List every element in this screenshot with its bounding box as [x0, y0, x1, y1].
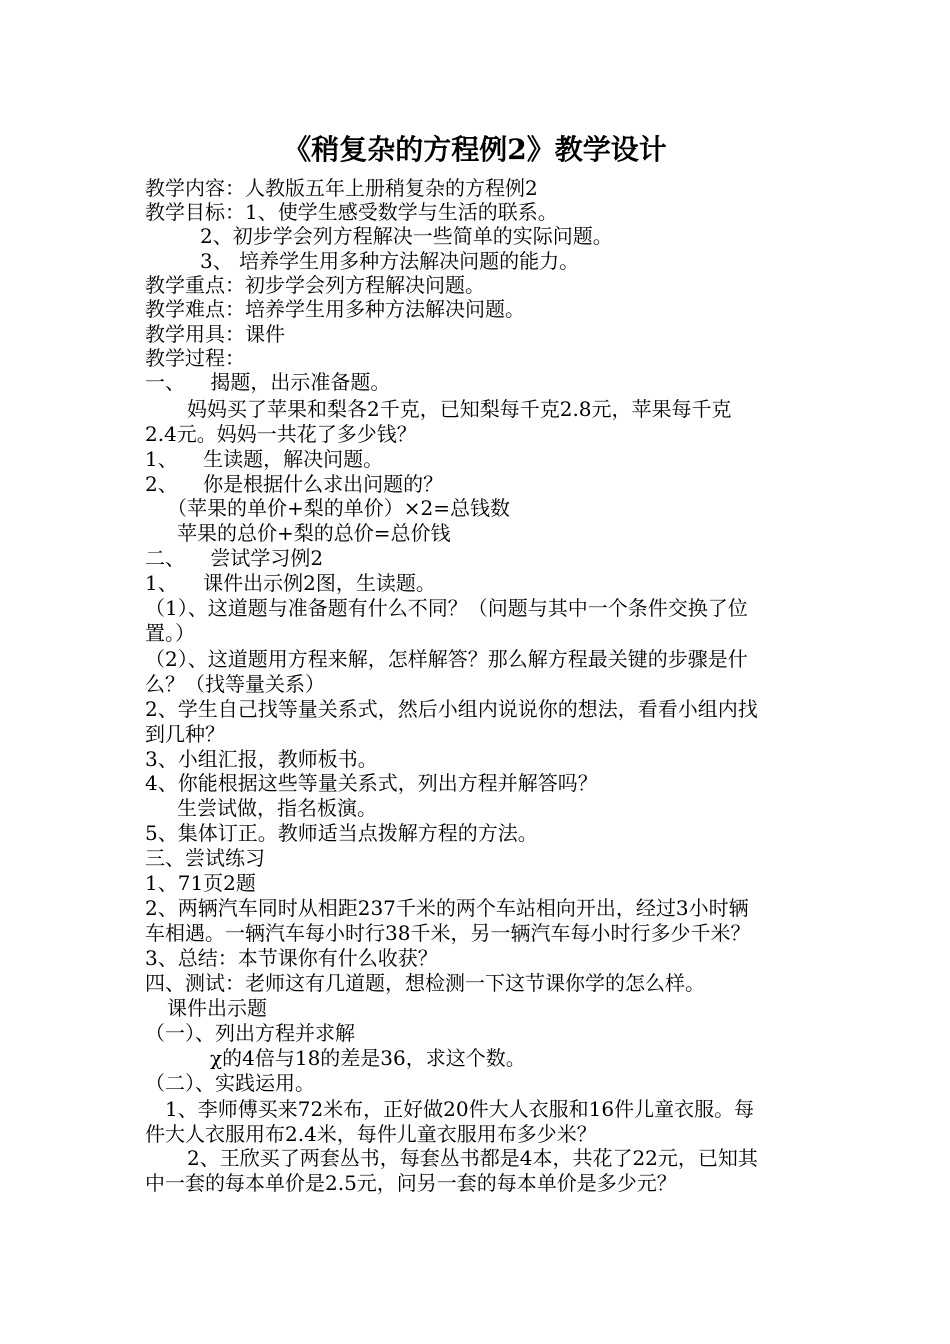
text-line: 教学难点：培养学生用多种方法解决问题。	[145, 297, 525, 321]
text-line: 置。）	[145, 621, 195, 645]
text-line: （一）、列出方程并求解	[145, 1021, 355, 1045]
text-line: 3、小组汇报，教师板书。	[145, 747, 378, 771]
text-line: 一、 揭题，出示准备题。	[145, 370, 391, 394]
text-line: 3、 培养学生用多种方法解决问题的能力。	[200, 249, 580, 273]
text-line: 2、 你是根据什么求出问题的？	[145, 472, 444, 496]
text-line: 妈妈买了苹果和梨各2千克，已知梨每千克2.8元，苹果每千克	[187, 397, 732, 421]
text-line: 2、两辆汽车同时从相距237千米的两个车站相向开出，经过3小时辆	[145, 896, 749, 920]
text-line: 到几种？	[145, 722, 225, 746]
text-line: 三、尝试练习	[145, 846, 265, 870]
text-line: 课件出示题	[167, 996, 267, 1020]
text-line: 教学目标：1、使学生感受数学与生活的联系。	[145, 200, 558, 224]
text-line: （1）、这道题与准备题有什么不同？（问题与其中一个条件交换了位	[145, 596, 748, 620]
text-line: 教学内容：人教版五年上册稍复杂的方程例2	[145, 176, 538, 200]
text-line: 教学过程：	[145, 346, 245, 370]
text-line: 1、 课件出示例2图，生读题。	[145, 571, 436, 595]
text-line: 4、你能根据这些等量关系式，列出方程并解答吗？	[145, 771, 598, 795]
text-line: 3、总结：本节课你有什么收获？	[145, 946, 438, 970]
text-line: 教学重点：初步学会列方程解决问题。	[145, 273, 485, 297]
text-line: 苹果的总价+梨的总价=总价钱	[177, 521, 451, 545]
text-line: 2、学生自己找等量关系式，然后小组内说说你的想法，看看小组内找	[145, 697, 758, 721]
text-line: 中一套的每本单价是2.5元，问另一套的每本单价是多少元？	[145, 1171, 677, 1195]
text-line: 么？（找等量关系）	[145, 672, 325, 696]
text-line: 四、测试：老师这有几道题，想检测一下这节课你学的怎么样。	[145, 971, 705, 995]
text-line: 1、 生读题，解决问题。	[145, 447, 384, 471]
text-line: 生尝试做，指名板演。	[177, 796, 377, 820]
text-line: （2）、这道题用方程来解，怎样解答？那么解方程最关键的步骤是什	[145, 647, 748, 671]
text-line: χ的4倍与18的差是36，求这个数。	[210, 1046, 526, 1070]
text-line: （苹果的单价+梨的单价）×2=总钱数	[167, 496, 510, 520]
document-title: 《稍复杂的方程例2》教学设计	[283, 133, 667, 166]
text-line: 车相遇。一辆汽车每小时行38千米，另一辆汽车每小时行多少千米？	[145, 921, 751, 945]
text-line: 件大人衣服用布2.4米，每件儿童衣服用布多少米？	[145, 1122, 597, 1146]
text-line: 5、集体订正。教师适当点拨解方程的方法。	[145, 821, 538, 845]
text-line: 1、71页2题	[145, 871, 256, 895]
text-line: （二）、实践运用。	[145, 1071, 315, 1095]
text-line: 2、王欣买了两套丛书，每套丛书都是4本，共花了22元，已知其	[187, 1146, 758, 1170]
text-line: 教学用具：课件	[145, 322, 285, 346]
text-line: 2.4元。妈妈一共花了多少钱？	[145, 422, 417, 446]
text-line: 二、 尝试学习例2	[145, 546, 324, 570]
text-line: 1、李师傅买来72米布，正好做20件大人衣服和16件儿童衣服。每	[165, 1097, 755, 1121]
text-line: 2、初步学会列方程解决一些简单的实际问题。	[200, 224, 613, 248]
